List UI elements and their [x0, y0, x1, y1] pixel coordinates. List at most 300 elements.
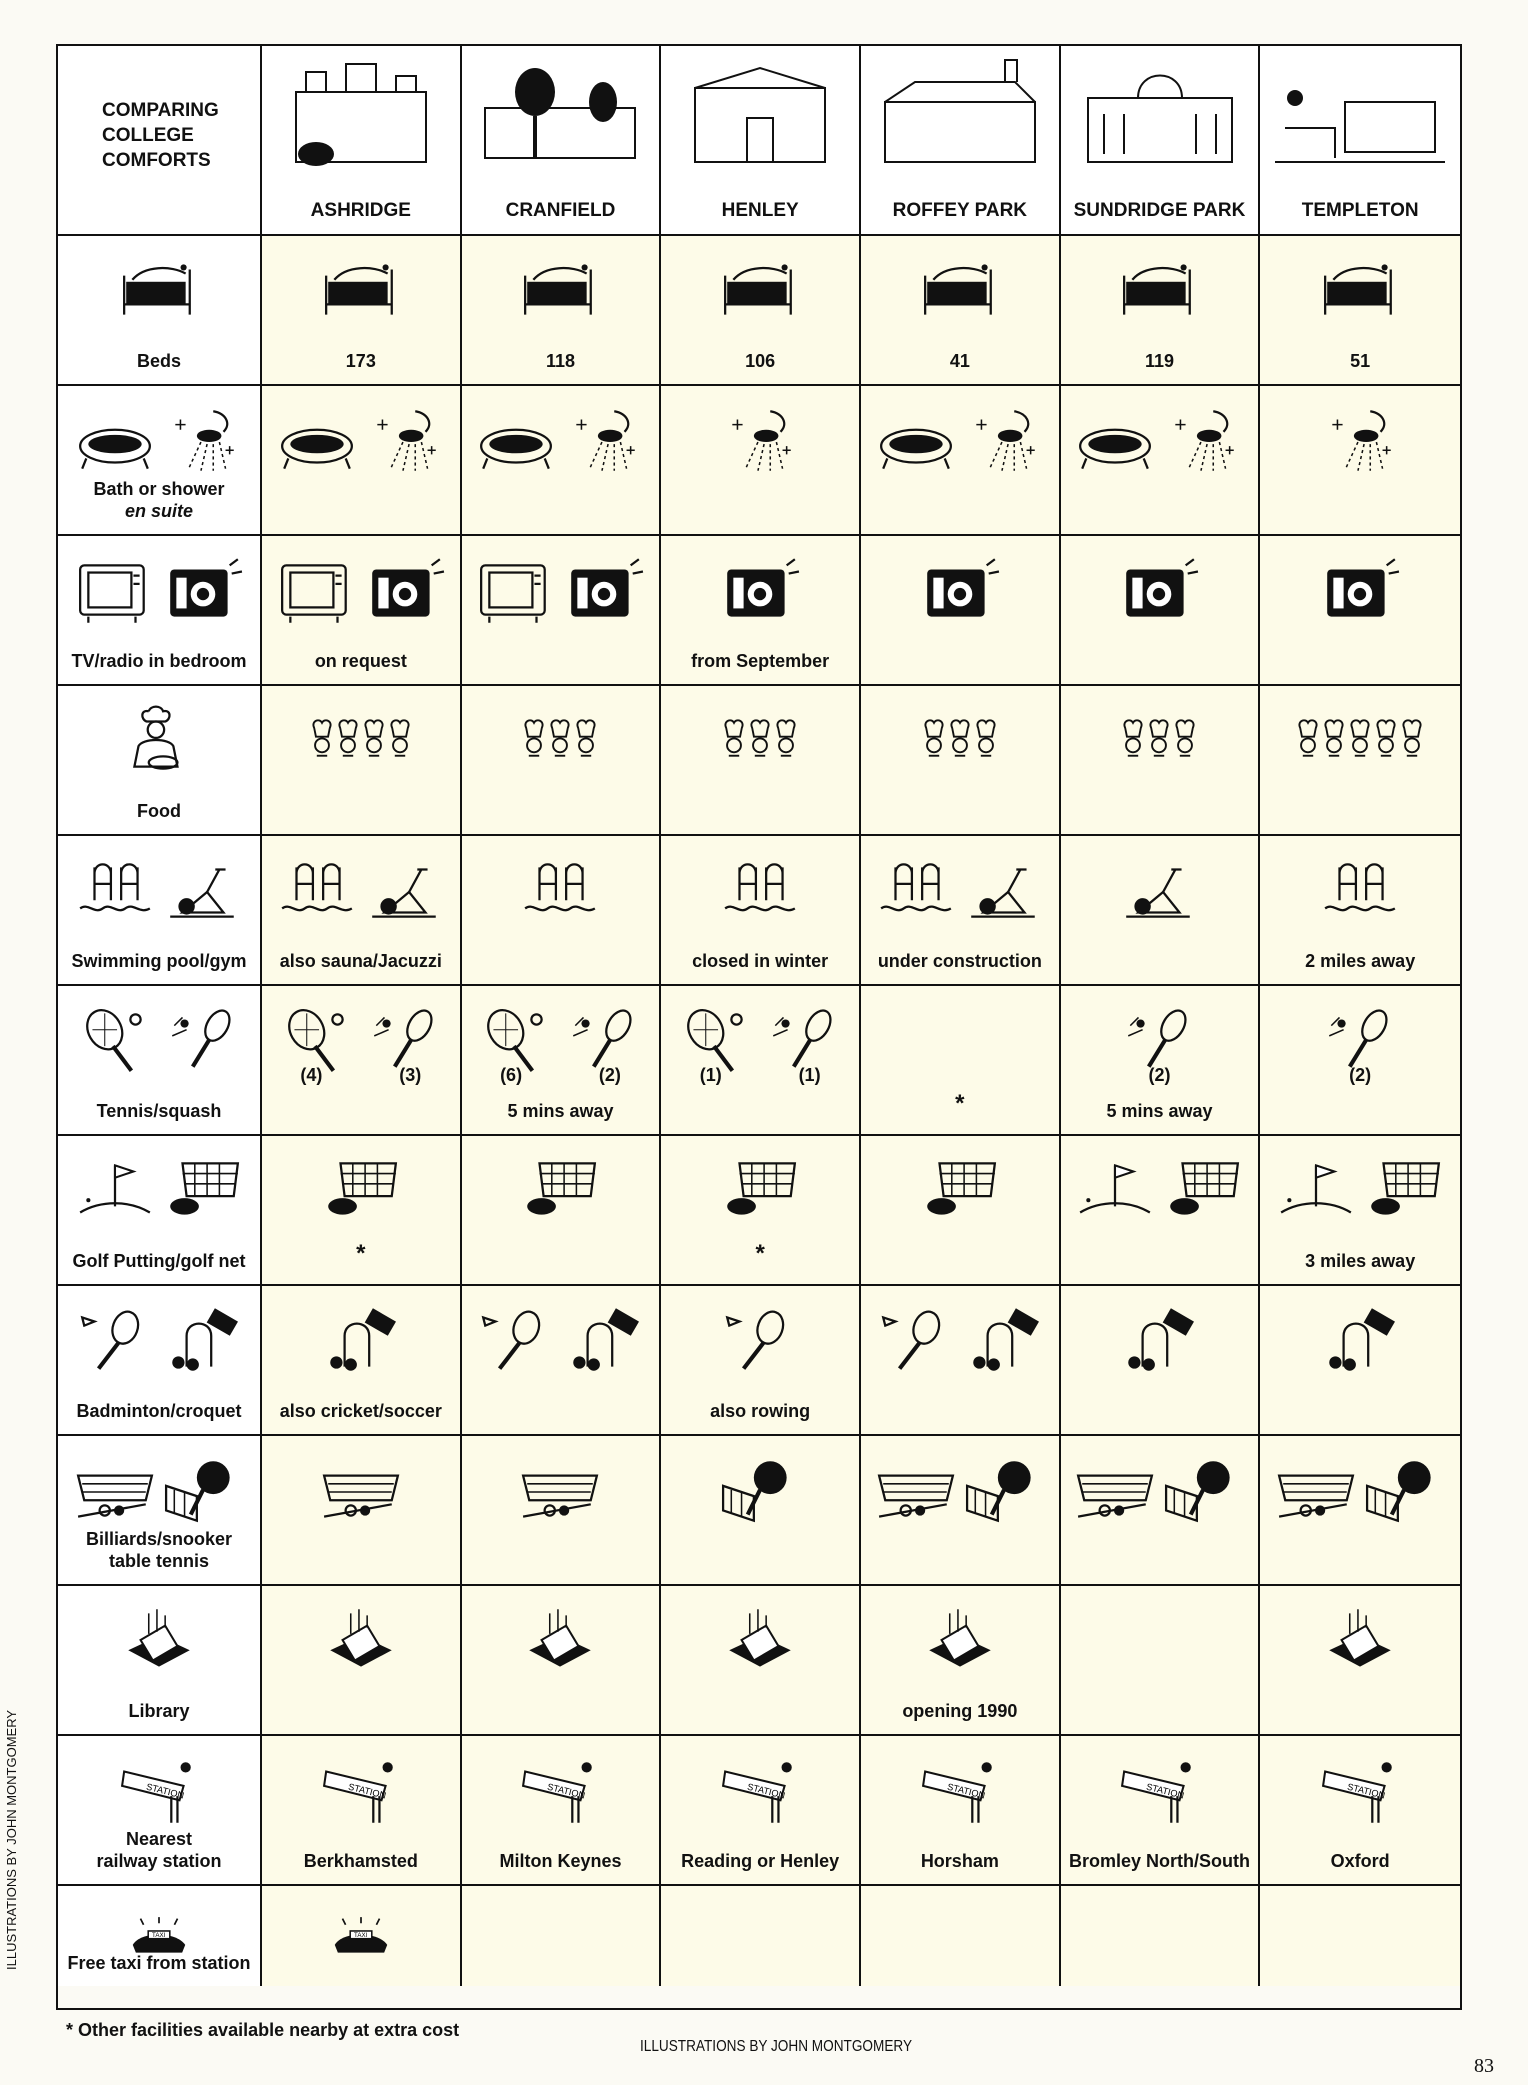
table-title-cell: [58, 46, 262, 236]
table-cell: [262, 536, 462, 686]
facility-icons: [276, 400, 446, 482]
pingpong-icon: [1162, 1452, 1244, 1530]
facility-icons: [74, 1300, 244, 1382]
table-cell: [661, 1886, 861, 1986]
row-label-cell: [58, 986, 262, 1136]
facility-icons: [320, 1900, 402, 1982]
table-cell: [1061, 1736, 1261, 1886]
table-cell: [861, 686, 1061, 836]
table-cell: [1061, 1886, 1261, 1986]
snooker-icon: [320, 1452, 402, 1530]
cell-value: Berkhamsted: [303, 1851, 418, 1871]
facility-icons: [74, 850, 244, 932]
table-cell: [861, 1136, 1061, 1286]
table-cell: [1061, 686, 1261, 836]
table-cell: [1061, 836, 1261, 986]
cell-value: Reading or Henley: [681, 1851, 840, 1871]
nearby-asterisk: *: [356, 1240, 366, 1267]
pingpong-icon: [719, 1452, 801, 1530]
row-label-line-2: en suite: [124, 501, 194, 521]
court-counts: [1260, 1065, 1460, 1086]
shower-icon: [1319, 402, 1401, 480]
sign-icon: [320, 1752, 402, 1830]
pingpong-icon: [162, 1452, 244, 1530]
cell-value: 51: [1350, 351, 1371, 371]
facility-icons: [1319, 550, 1401, 632]
net-icon: [162, 1152, 244, 1230]
facility-icons: [118, 1750, 200, 1832]
court-counts: [1061, 1065, 1259, 1086]
facility-icons: [74, 1150, 244, 1232]
facility-icons: [1074, 1150, 1244, 1232]
row-label-cell: [58, 1736, 262, 1886]
row-label-line: Nearest: [125, 1829, 193, 1849]
facility-icons: [875, 1300, 1045, 1382]
table-cell: [462, 1286, 662, 1436]
bed-icon: [1118, 252, 1200, 330]
facility-icons: [276, 850, 446, 932]
table-cell: [1061, 986, 1261, 1136]
facility-icons: [721, 700, 799, 782]
facility-icons: [320, 1600, 402, 1682]
facility-icons: [519, 1150, 601, 1232]
facility-icons: [875, 850, 1045, 932]
table-cell: [1061, 1286, 1261, 1436]
squash-icon: [162, 1002, 244, 1080]
croquet-icon: [320, 1302, 402, 1380]
radio-icon: [364, 552, 446, 630]
cell-value: also cricket/soccer: [279, 1401, 442, 1421]
court-count: (2): [1349, 1065, 1372, 1085]
chef-hat-icon: [1120, 714, 1198, 768]
row-label: [58, 1250, 260, 1272]
tennis-icon: [74, 1002, 156, 1080]
row-label-line: Tennis/squash: [96, 1101, 222, 1121]
cell-value: 106: [745, 351, 776, 371]
facility-icons: [519, 1600, 601, 1682]
shower-icon: [162, 402, 244, 480]
table-cell: [661, 1286, 861, 1436]
table-title: COMPARING COLLEGE COMFORTS: [102, 100, 219, 171]
table-cell: [1260, 1136, 1460, 1286]
college-header: [462, 46, 662, 236]
svg-text:TAXI: TAXI: [353, 1932, 368, 1940]
table-cell: [861, 236, 1061, 386]
gym-icon: [364, 852, 446, 930]
row-label-cell: [58, 1286, 262, 1436]
row-label-line: Free taxi from station: [67, 1953, 251, 1973]
college-building-illustration: [475, 46, 645, 176]
cell-value: 3 miles away: [1305, 1251, 1416, 1271]
cell-value: also rowing: [710, 1401, 811, 1421]
court-counts: [462, 1065, 660, 1086]
table-cell: [462, 236, 662, 386]
svg-text:STATION: STATION: [1145, 1781, 1186, 1801]
facility-icons: [475, 400, 645, 482]
cell-value: Oxford: [1330, 1851, 1390, 1871]
table-cell: [262, 1886, 462, 1986]
illustration-credit-vertical: ILLUSTRATIONS BY JOHN MONTGOMERY: [4, 1709, 19, 1970]
bed-icon: [118, 252, 200, 330]
facility-icons: [719, 400, 801, 482]
chef-hat-icon: [721, 714, 799, 768]
row-label-cell: [58, 386, 262, 536]
bath-icon: [875, 402, 957, 480]
table-cell: [661, 1736, 861, 1886]
cell-value: from September: [691, 651, 830, 671]
table-cell: [1260, 536, 1460, 686]
row-label: [58, 1400, 260, 1422]
snooker-icon: [519, 1452, 601, 1530]
table-cell: [262, 1286, 462, 1436]
facility-icons: [919, 250, 1001, 332]
bed-icon: [1319, 252, 1401, 330]
facility-icons: [919, 1150, 1001, 1232]
row-label-line: Library: [128, 1701, 190, 1721]
table-cell: [462, 836, 662, 986]
court-count: (2): [598, 1065, 621, 1085]
row-label-line-2: table tennis: [108, 1551, 210, 1571]
pool-icon: [719, 852, 801, 930]
table-cell: [661, 1136, 861, 1286]
college-building-illustration: [875, 46, 1045, 176]
college-name: CRANFIELD: [505, 200, 616, 221]
net-icon: [1363, 1152, 1445, 1230]
row-label-line: Beds: [136, 351, 181, 371]
cell-value: opening 1990: [902, 1701, 1018, 1721]
table-cell: [1260, 1586, 1460, 1736]
table-cell: [462, 686, 662, 836]
cell-value: closed in winter: [692, 951, 829, 971]
sign-icon: [1118, 1752, 1200, 1830]
table-cell: [861, 1586, 1061, 1736]
shower-icon: [563, 402, 645, 480]
cell-value: on request: [314, 651, 407, 671]
row-label: [58, 350, 260, 372]
book-icon: [919, 1602, 1001, 1680]
cell-value: also sauna/Jacuzzi: [279, 951, 442, 971]
college-building-illustration: [1275, 46, 1445, 176]
pool-icon: [74, 852, 156, 930]
gym-icon: [963, 852, 1045, 930]
college-building-illustration: [1074, 46, 1244, 176]
croquet-icon: [963, 1302, 1045, 1380]
row-label-line: Billiards/snooker: [85, 1529, 233, 1549]
cell-value: 173: [345, 351, 376, 371]
court-count: (6): [500, 1065, 523, 1085]
comparison-table: [56, 44, 1462, 2010]
row-label-line: Badminton/croquet: [76, 1401, 242, 1421]
net-icon: [719, 1152, 801, 1230]
facility-icons: [719, 1300, 801, 1382]
book-icon: [519, 1602, 601, 1680]
table-cell: [861, 1436, 1061, 1586]
facility-icons: [320, 250, 402, 332]
facility-icons: [919, 1750, 1001, 1832]
table-cell: [1061, 1136, 1261, 1286]
bath-icon: [1074, 402, 1156, 480]
shower-icon: [1162, 402, 1244, 480]
chef-hat-icon: [1295, 714, 1425, 768]
table-cell: [262, 1136, 462, 1286]
row-label-cell: [58, 536, 262, 686]
facility-icons: [74, 1450, 244, 1532]
chef-hat-icon: [921, 714, 999, 768]
facility-icons: [521, 700, 599, 782]
facility-icons: [719, 850, 801, 932]
radio-icon: [719, 552, 801, 630]
facility-icons: [1275, 1150, 1445, 1232]
shuttle-icon: [719, 1302, 801, 1380]
table-cell: [262, 1736, 462, 1886]
table-cell: [1260, 1286, 1460, 1436]
college-name: ASHRIDGE: [310, 200, 411, 221]
row-label: [58, 1952, 260, 1974]
sign-icon: [118, 1752, 200, 1830]
table-cell: [861, 1286, 1061, 1436]
flag-icon: [1275, 1152, 1357, 1230]
table-cell: [1260, 1436, 1460, 1586]
cell-value: under construction: [877, 951, 1042, 971]
table-cell: [262, 836, 462, 986]
facility-icons: [74, 400, 244, 482]
table-cell: [661, 1436, 861, 1586]
table-cell: [1061, 386, 1261, 536]
sign-icon: [519, 1752, 601, 1830]
court-count: (1): [699, 1065, 722, 1085]
svg-text:STATION: STATION: [546, 1781, 587, 1801]
svg-text:TAXI: TAXI: [152, 1932, 166, 1940]
facility-icons: [1118, 550, 1200, 632]
cell-value: 118: [545, 351, 576, 371]
croquet-icon: [162, 1302, 244, 1380]
sign-icon: [1319, 1752, 1401, 1830]
row-label-cell: [58, 1886, 262, 1986]
book-icon: [320, 1602, 402, 1680]
table-cell: [262, 236, 462, 386]
facility-icons: [320, 1750, 402, 1832]
table-cell: [861, 1886, 1061, 1986]
net-icon: [519, 1152, 601, 1230]
court-count: (4): [300, 1065, 323, 1085]
row-label: [58, 950, 260, 972]
chef-hat-icon: [521, 714, 599, 768]
nearby-asterisk: *: [755, 1240, 765, 1267]
taxi-icon: [320, 1914, 402, 1968]
table-cell: [262, 386, 462, 536]
table-cell: [661, 836, 861, 986]
table-cell: [861, 836, 1061, 986]
cell-value: Milton Keynes: [499, 1851, 622, 1871]
table-cell: [1260, 1736, 1460, 1886]
facility-icons: [1319, 1300, 1401, 1382]
snooker-icon: [1275, 1452, 1357, 1530]
chef-hat-icon: [309, 714, 413, 768]
svg-text:STATION: STATION: [347, 1781, 387, 1801]
facility-icons: [309, 700, 413, 782]
table-cell: [661, 386, 861, 536]
radio-icon: [563, 552, 645, 630]
svg-text:STATION: STATION: [746, 1781, 787, 1801]
croquet-icon: [563, 1302, 645, 1380]
facility-icons: [919, 550, 1001, 632]
facility-icons: [719, 550, 801, 632]
facility-icons: [74, 1000, 244, 1082]
table-cell: [861, 536, 1061, 686]
croquet-icon: [1319, 1302, 1401, 1380]
table-cell: [462, 1736, 662, 1886]
tv-icon: [475, 552, 557, 630]
row-label: [58, 1828, 260, 1872]
table-cell: [262, 686, 462, 836]
table-cell: [462, 536, 662, 686]
facility-icons: [719, 1750, 801, 1832]
row-label: [58, 1528, 260, 1572]
net-icon: [1162, 1152, 1244, 1230]
row-label-line: Bath or shower: [93, 479, 225, 499]
pool-icon: [875, 852, 957, 930]
table-cell: [262, 986, 462, 1136]
pool-icon: [519, 852, 601, 930]
facility-icons: [875, 1450, 1045, 1532]
facility-icons: [719, 1600, 801, 1682]
row-label-line: Swimming pool/gym: [71, 951, 247, 971]
facility-icons: [519, 250, 601, 332]
facility-icons: [719, 250, 801, 332]
svg-text:STATION: STATION: [1346, 1781, 1387, 1801]
cell-value: 119: [1144, 351, 1175, 371]
college-building-illustration: [675, 46, 845, 176]
cell-value: Bromley North/South: [1068, 1851, 1250, 1871]
college-name: HENLEY: [721, 200, 799, 221]
facility-icons: [118, 700, 200, 782]
table-cell: [462, 386, 662, 536]
shower-icon: [364, 402, 446, 480]
gym-icon: [1118, 852, 1200, 930]
facility-icons: [1118, 1300, 1200, 1382]
facility-icons: [1295, 700, 1425, 782]
college-header: [1061, 46, 1261, 236]
table-cell: [1061, 1436, 1261, 1586]
cell-value: 5 mins away: [1106, 1101, 1213, 1121]
table-cell: [661, 236, 861, 386]
court-count: (3): [399, 1065, 422, 1085]
cell-value: Horsham: [920, 1851, 999, 1871]
table-cell: [661, 686, 861, 836]
shower-icon: [719, 402, 801, 480]
table-cell: [661, 1586, 861, 1736]
facility-icons: [519, 1450, 601, 1532]
college-header: [861, 46, 1061, 236]
row-label-cell: [58, 686, 262, 836]
facility-icons: [1074, 1450, 1244, 1532]
shuttle-icon: [74, 1302, 156, 1380]
facility-icons: [1319, 1600, 1401, 1682]
radio-icon: [1319, 552, 1401, 630]
table-cell: [462, 1886, 662, 1986]
tv-icon: [276, 552, 358, 630]
table-cell: [462, 1436, 662, 1586]
facility-icons: [921, 700, 999, 782]
college-header: [1260, 46, 1460, 236]
table-cell: [1260, 686, 1460, 836]
page-number: 83: [1474, 2055, 1494, 2077]
table-cell: [861, 986, 1061, 1136]
college-name: ROFFEY PARK: [892, 200, 1028, 221]
facility-icons: [875, 400, 1045, 482]
sign-icon: [719, 1752, 801, 1830]
radio-icon: [1118, 552, 1200, 630]
table-cell: [262, 1586, 462, 1736]
facility-icons: [1118, 850, 1200, 932]
shuttle-icon: [475, 1302, 557, 1380]
sign-icon: [919, 1752, 1001, 1830]
bed-icon: [719, 252, 801, 330]
gym-icon: [162, 852, 244, 930]
facility-icons: [1074, 400, 1244, 482]
row-label-line: Food: [137, 801, 181, 821]
bed-icon: [519, 252, 601, 330]
radio-icon: [162, 552, 244, 630]
bath-icon: [74, 402, 156, 480]
footnote: * Other facilities available nearby at extra cost: [66, 2020, 460, 2040]
snooker-icon: [74, 1452, 156, 1530]
radio-icon: [919, 552, 1001, 630]
snooker-icon: [875, 1452, 957, 1530]
table-cell: [262, 1436, 462, 1586]
facility-icons: [719, 1450, 801, 1532]
bed-icon: [919, 252, 1001, 330]
facility-icons: [320, 1450, 402, 1532]
pingpong-icon: [1363, 1452, 1445, 1530]
facility-icons: [919, 1600, 1001, 1682]
table-cell: [661, 986, 861, 1136]
facility-icons: [475, 550, 645, 632]
shower-icon: [963, 402, 1045, 480]
pool-icon: [276, 852, 358, 930]
table-cell: [1260, 236, 1460, 386]
bath-icon: [276, 402, 358, 480]
table-cell: [462, 1136, 662, 1286]
facility-icons: [320, 1300, 402, 1382]
chef-icon: [118, 702, 200, 780]
row-label: [58, 800, 260, 822]
table-cell: [861, 386, 1061, 536]
row-label-line-2: railway station: [96, 1851, 222, 1871]
court-count: (2): [1148, 1065, 1171, 1085]
table-cell: [1260, 386, 1460, 536]
facility-icons: [1319, 250, 1401, 332]
table-cell: [1260, 986, 1460, 1136]
facility-icons: [276, 550, 446, 632]
facility-icons: [1120, 700, 1198, 782]
facility-icons: [719, 1150, 801, 1232]
table-cell: [462, 986, 662, 1136]
bed-icon: [320, 252, 402, 330]
book-icon: [1319, 1602, 1401, 1680]
row-label-cell: [58, 836, 262, 986]
court-counts: [661, 1065, 859, 1086]
pool-icon: [1319, 852, 1401, 930]
table-cell: [1061, 536, 1261, 686]
flag-icon: [1074, 1152, 1156, 1230]
facility-icons: [74, 550, 244, 632]
college-header: [262, 46, 462, 236]
table-cell: [462, 1586, 662, 1736]
cell-value: 2 miles away: [1305, 951, 1416, 971]
row-label-line: TV/radio in bedroom: [71, 651, 247, 671]
row-label-line: Golf Putting/golf net: [72, 1251, 246, 1271]
